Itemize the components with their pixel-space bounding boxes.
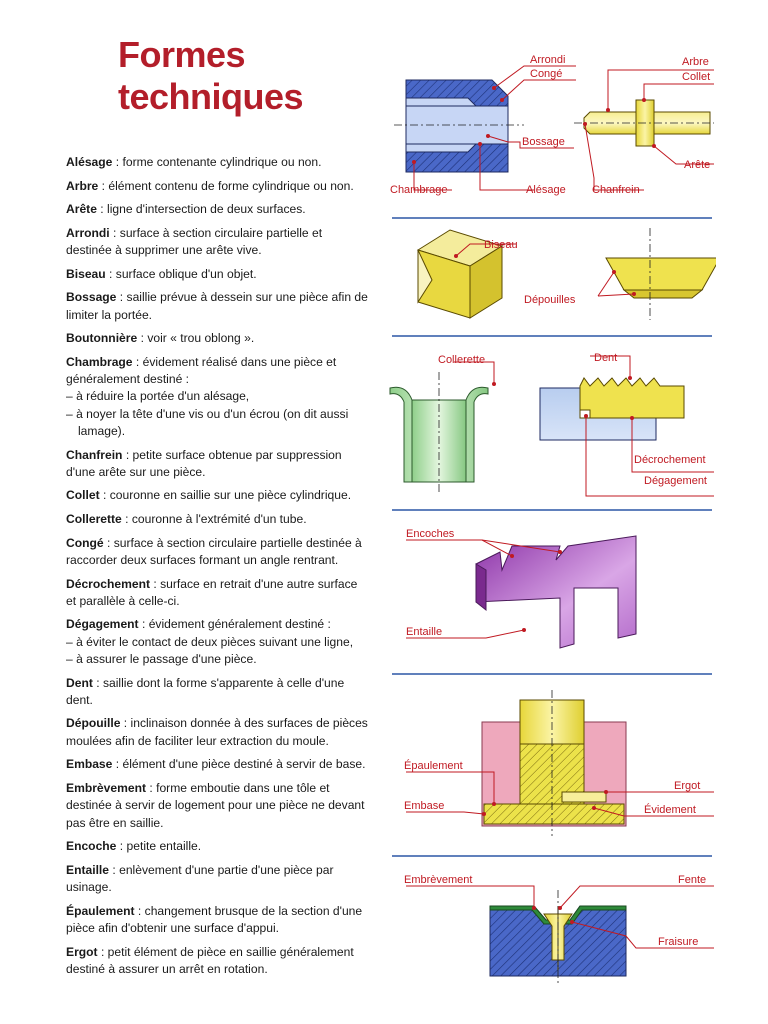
ergot-pin: [562, 792, 606, 802]
definition-term: Bossage: [66, 290, 117, 305]
label-ergot: Ergot: [674, 780, 701, 792]
definition-text: couronne en saillie sur une pièce cylindrique.: [109, 488, 352, 503]
definition-term: Chanfrein: [66, 447, 123, 462]
definition-term: Arbre: [66, 178, 99, 193]
definition-text: surface à section circulaire partielle et destinée à supprimer une arête vive.: [66, 225, 323, 258]
definition-bullet: – à assurer le passage d'une pièce.: [66, 651, 257, 666]
label-degagement: Dégagement: [644, 475, 707, 487]
definition-term: Dépouille: [66, 716, 121, 731]
label-epaulement: Épaulement: [404, 760, 463, 772]
definition-separator: :: [146, 780, 157, 795]
definition-term: Boutonnière: [66, 331, 138, 346]
definition-term: Arête: [66, 202, 97, 217]
title-line-2: techniques: [118, 76, 304, 117]
definition-term: Épaulement: [66, 903, 135, 918]
definition-text: enlèvement d'une partie d'une pièce par usinage.: [66, 862, 334, 895]
definition-entry: [66, 616, 368, 668]
label-biseau: Biseau: [484, 239, 518, 251]
definition-separator: :: [96, 202, 108, 217]
definition-text: changement brusque de la section d'une pièce afin d'obtenir une surface d'appui.: [66, 903, 363, 935]
definition-text: petite surface obtenue par suppression d'une arête sur une pièce.: [66, 447, 342, 479]
label-collet: Collet: [682, 71, 711, 83]
figure-epaulement-embase: [404, 690, 714, 836]
embase-plate: [484, 804, 624, 824]
definition-entry: [66, 715, 368, 750]
label-entaille: Entaille: [406, 626, 443, 638]
definition-entry: [66, 178, 368, 195]
definition-entry: [66, 862, 368, 897]
definition-entry: [66, 675, 368, 710]
label-fente: Fente: [678, 874, 707, 886]
definition-text: élément d'une pièce destiné à servir de base.: [122, 757, 366, 772]
definition-text: saillie dont la forme s'apparente à celle d'une dent.: [66, 675, 345, 707]
definition-text: ligne d'intersection de deux surfaces.: [107, 202, 306, 217]
definition-text: évidement généralement destiné :: [148, 617, 331, 632]
label-arbre: Arbre: [682, 56, 709, 68]
definition-entry: [66, 511, 368, 528]
label-bossage: Bossage: [522, 136, 565, 148]
definition-term: Alésage: [66, 155, 113, 169]
definition-text: petit élément de pièce en saillie généralement destiné à assurer un arrêt en rotation.: [66, 944, 354, 976]
definition-separator: :: [109, 225, 120, 240]
definition-text: surface en retrait d'une autre surface et parallèle à celle-ci.: [66, 576, 358, 608]
figure-encoches-entaille: [406, 528, 636, 648]
label-fraisure: Fraisure: [658, 936, 699, 948]
label-embrevement: Embrèvement: [404, 874, 473, 886]
definition-text: saillie prévue à dessein sur une pièce afin de limiter la portée.: [66, 290, 368, 322]
definition-text: évidement réalisé dans une pièce et généralement destiné :: [66, 354, 337, 387]
definition-entry: [66, 487, 368, 504]
definition-entry: [66, 330, 368, 347]
definition-bullet: – à éviter le contact de deux pièces suivant une ligne,: [66, 634, 354, 649]
definition-term: Arrondi: [66, 225, 110, 240]
definition-term: Dégagement: [66, 617, 139, 632]
definition-separator: :: [98, 178, 109, 193]
definition-term: Dent: [66, 675, 93, 690]
definition-term: Collerette: [66, 512, 122, 527]
figure-embrevement-fraisure: [404, 874, 714, 986]
definition-entry: [66, 447, 368, 482]
label-chanfrein: Chanfrein: [592, 184, 640, 196]
definition-separator: :: [122, 447, 133, 462]
label-embase: Embase: [404, 800, 445, 812]
definition-separator: :: [116, 290, 127, 305]
definition-text: élément contenu de forme cylindrique ou non.: [108, 178, 354, 193]
draft-part: [606, 258, 716, 290]
label-depouilles: Dépouilles: [524, 294, 576, 306]
definition-separator: :: [105, 266, 116, 281]
title-line-1: Formes: [118, 34, 246, 75]
figures-svg: [384, 40, 716, 1000]
definition-term: Biseau: [66, 266, 106, 281]
definition-entry: [66, 903, 368, 938]
definition-separator: :: [138, 617, 149, 632]
label-alesage: Alésage: [526, 184, 566, 196]
definition-entry: [66, 944, 368, 979]
toothed-block: [580, 378, 684, 418]
definition-text: inclinaison donnée à des surfaces de pièces moulées afin de faciliter leur extraction du moule.: [66, 716, 368, 748]
definition-separator: :: [112, 155, 123, 169]
definition-entry: [66, 225, 368, 260]
definition-separator: :: [150, 576, 161, 591]
definition-separator: :: [116, 839, 127, 854]
figures-column: [384, 40, 716, 1000]
label-decrochement: Décrochement: [634, 454, 706, 466]
definition-text: surface à section circulaire partielle destinée à raccorder deux surfaces formant un angle rentrant.: [66, 535, 362, 567]
definition-term: Entaille: [66, 862, 110, 877]
definition-separator: :: [112, 757, 123, 772]
definition-term: Collet: [66, 488, 100, 503]
definition-bullet: – à réduire la portée d'un alésage,: [66, 389, 250, 404]
definition-separator: :: [109, 862, 120, 877]
definition-entry: [66, 838, 368, 855]
label-dent: Dent: [594, 352, 618, 364]
definition-separator: :: [121, 512, 132, 527]
definition-entry: [66, 354, 368, 440]
definition-separator: :: [99, 488, 110, 503]
definition-entry: [66, 756, 368, 773]
notched-block: [476, 536, 636, 648]
figure-collerette-dent: [390, 352, 714, 496]
label-chambrage: Chambrage: [390, 184, 448, 196]
definition-separator: :: [134, 903, 145, 918]
label-collerette: Collerette: [438, 354, 486, 366]
definition-term: Encoche: [66, 839, 117, 854]
label-conge: Congé: [530, 68, 563, 80]
definition-separator: :: [132, 354, 143, 369]
definition-text: voir « trou oblong ».: [147, 331, 255, 346]
definition-text: surface oblique d'un objet.: [115, 266, 257, 281]
definition-entry: [66, 201, 368, 218]
definition-bullet: – à noyer la tête d'une vis ou d'un écrou (on dit aussi lamage).: [66, 406, 349, 438]
definition-term: Ergot: [66, 944, 98, 959]
definition-separator: :: [137, 331, 148, 346]
definition-term: Chambrage: [66, 354, 133, 369]
definition-term: Décrochement: [66, 576, 151, 591]
definition-list: [66, 154, 368, 984]
counterbore: [406, 98, 476, 106]
definition-entry: [66, 576, 368, 611]
definition-entry: [66, 154, 368, 171]
definition-entry: [66, 289, 368, 324]
definition-separator: :: [120, 716, 131, 731]
figure-biseau-depouilles: [418, 228, 716, 320]
definition-text: forme emboutie dans une tôle et destinée à servir de logement pour une pièce ne devant pas être en saillie.: [66, 780, 365, 830]
definition-separator: :: [92, 675, 103, 690]
definition-term: Congé: [66, 535, 104, 550]
label-arrondi: Arrondi: [530, 54, 566, 66]
definition-text: petite entaille.: [126, 839, 202, 854]
definition-text: forme contenante cylindrique ou non.: [122, 155, 322, 169]
definition-text: couronne à l'extrémité d'un tube.: [131, 512, 307, 527]
label-evidement: Évidement: [644, 804, 696, 816]
definition-entry: [66, 266, 368, 283]
definition-entry: [66, 535, 368, 570]
definition-separator: :: [97, 944, 108, 959]
definition-entry: [66, 780, 368, 832]
definition-term: Embase: [66, 757, 113, 772]
label-encoches: Encoches: [406, 528, 455, 540]
label-arete: Arête: [684, 159, 711, 171]
definition-separator: :: [103, 535, 114, 550]
definition-term: Embrèvement: [66, 780, 146, 795]
figure-alesage-arbre: [390, 54, 714, 196]
page-title: [118, 34, 303, 118]
